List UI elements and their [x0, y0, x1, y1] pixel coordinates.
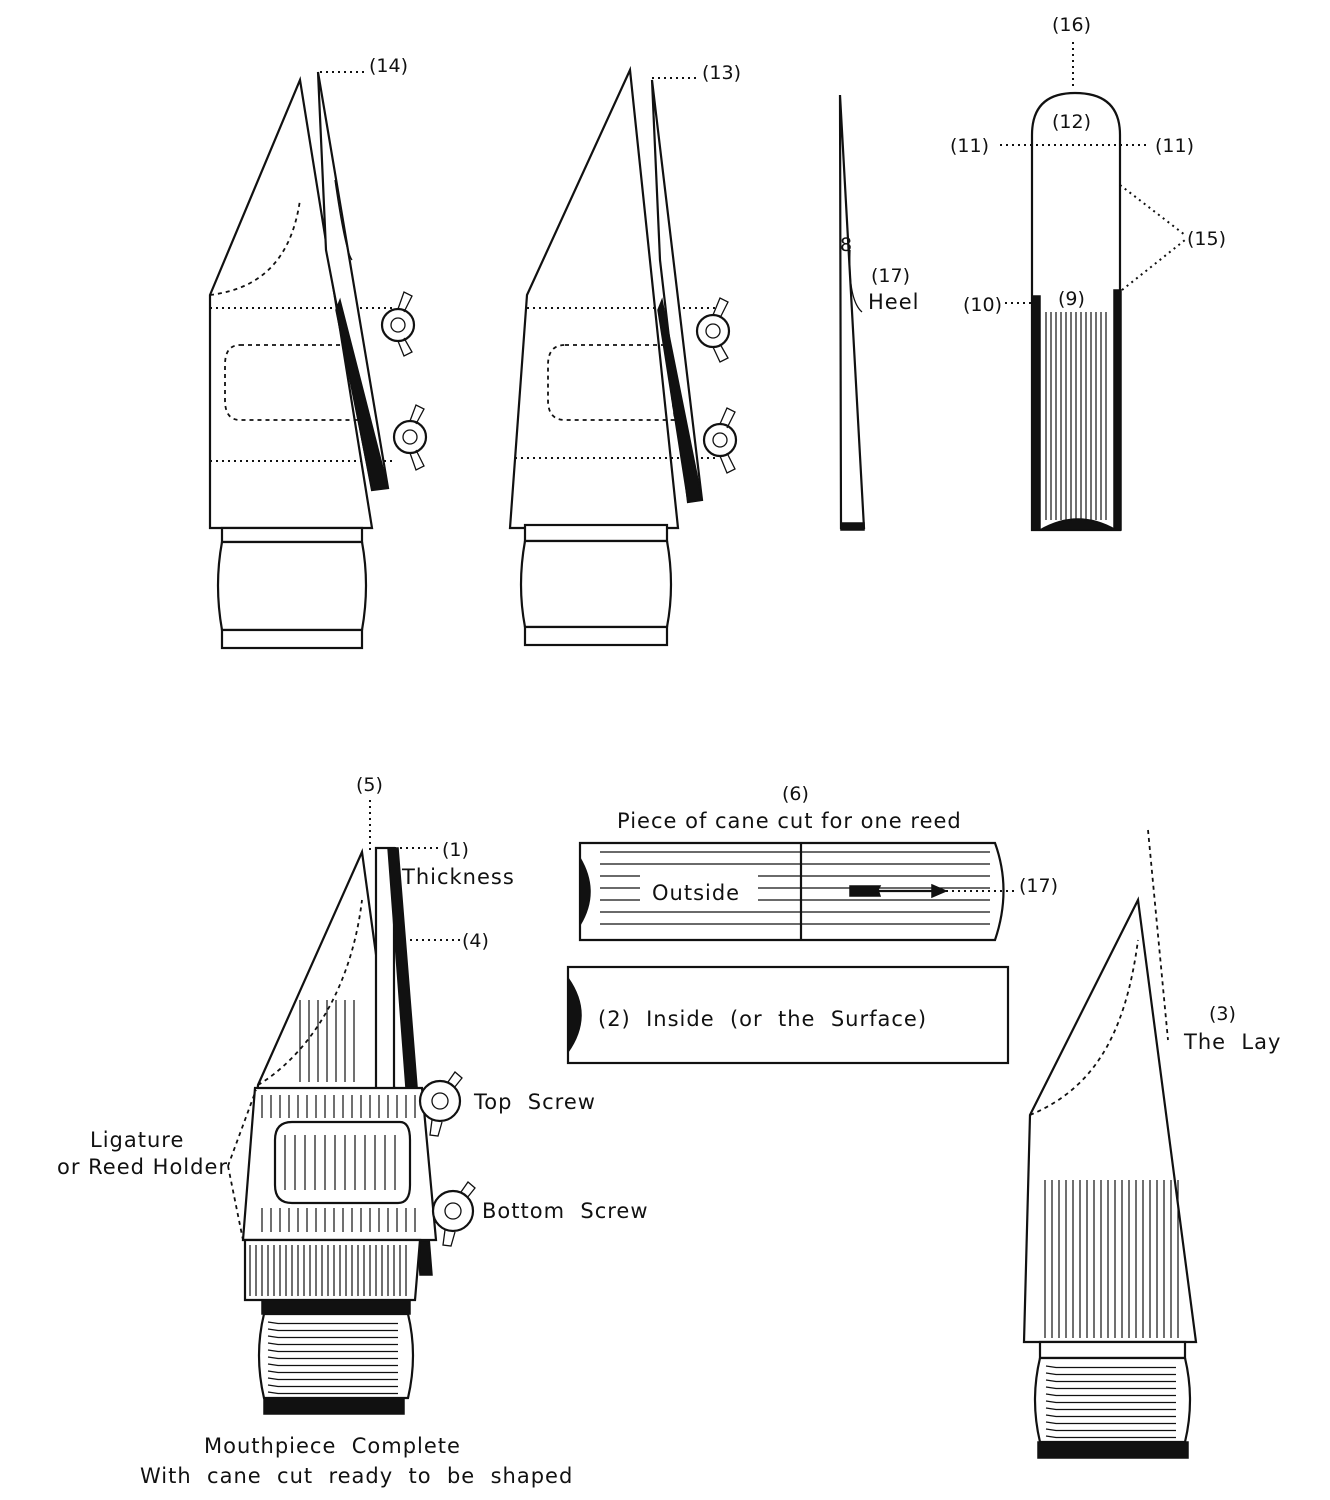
label-15: (15) [1187, 228, 1227, 250]
caption-line-1: Mouthpiece Complete [204, 1434, 461, 1458]
label-1: (1) [442, 839, 469, 861]
label-10: (10) [963, 294, 1003, 316]
mouthpiece-the-lay [1024, 830, 1196, 1458]
label-top-screw: Top Screw [474, 1090, 596, 1114]
label-outside: Outside [652, 881, 741, 905]
mouthpiece-figure-a [210, 72, 426, 648]
label-11-right: (11) [1155, 135, 1195, 157]
mouthpiece-figure-b [510, 70, 736, 645]
label-5: (5) [356, 774, 383, 796]
label-ligature: Ligature [90, 1128, 185, 1152]
label-6: (6) [782, 783, 809, 805]
label-3: (3) [1209, 1003, 1236, 1025]
label-13: (13) [702, 62, 742, 84]
label-heel: Heel [868, 290, 920, 314]
label-14: (14) [369, 55, 409, 77]
label-reed-holder: or Reed Holder [57, 1155, 229, 1179]
label-inside: (2) Inside (or the Surface) [598, 1007, 928, 1031]
label-4: (4) [462, 930, 489, 952]
caption-line-2: With cane cut ready to be shaped [140, 1464, 574, 1488]
svg-text:8: 8 [840, 234, 853, 256]
label-17-cane: (17) [1019, 875, 1059, 897]
label-bottom-screw: Bottom Screw [482, 1199, 649, 1223]
label-17-heel-num: (17) [871, 265, 911, 287]
label-11-left: (11) [950, 135, 990, 157]
reed-top-view [1000, 42, 1185, 530]
label-16: (16) [1052, 14, 1092, 36]
reed-side-profile [840, 95, 864, 530]
label-the-lay: The Lay [1184, 1030, 1282, 1054]
label-thickness: Thickness [402, 865, 515, 889]
label-12: (12) [1052, 111, 1092, 133]
cane-caption: Piece of cane cut for one reed [617, 809, 962, 833]
label-9: (9) [1058, 288, 1085, 310]
mouthpiece-complete [228, 800, 475, 1414]
